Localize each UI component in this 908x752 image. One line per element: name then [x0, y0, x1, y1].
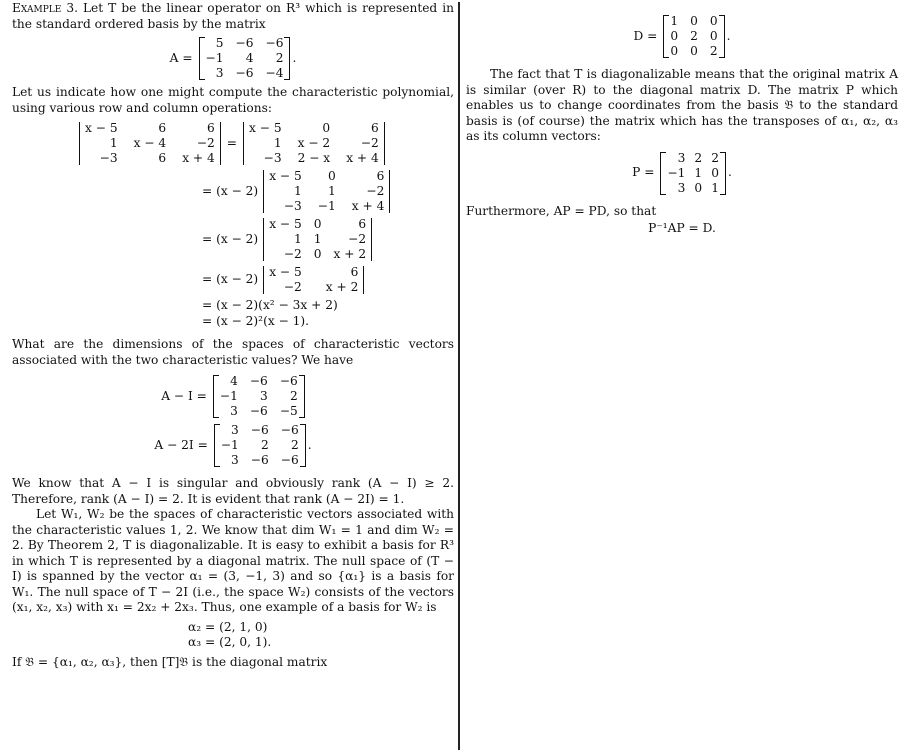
matrix-cell: 2	[694, 150, 703, 165]
matrix-cell: −1	[667, 165, 686, 180]
det-row-1	[78, 121, 454, 166]
derivation-step-2	[202, 217, 454, 262]
alpha3-line: α₃ = (2, 0, 1).	[188, 635, 272, 649]
final-equation: P⁻¹AP = D.	[648, 221, 716, 235]
det-cell: 6	[158, 121, 167, 135]
para-AP: Furthermore, AP = PD, so that	[466, 203, 657, 218]
matrix-cell: −6	[280, 453, 299, 467]
matrix-cell: −6	[235, 36, 254, 50]
matrix-cell: 2	[275, 51, 284, 65]
matrix-AmI-label: A − I =	[161, 388, 207, 403]
det-cell: 6	[376, 169, 385, 183]
det-cell: x + 2	[325, 280, 359, 294]
matrix-D-row: D = 1 0 0 0 2 0 0 0 2 .	[633, 14, 731, 58]
matrix-cell: 3	[231, 453, 239, 467]
matrix-cell: −6	[250, 453, 269, 467]
matrix-cell: −6	[265, 36, 284, 50]
det-cell: x − 4	[133, 136, 167, 150]
matrix-cell: 0	[670, 44, 679, 58]
matrix-cell: 2	[709, 44, 718, 58]
matrix-cell: 3	[231, 423, 239, 437]
matrix-D-label: D =	[633, 28, 658, 43]
matrix-cell: 0	[711, 165, 719, 180]
matrix-A-row: A = 5 −6 −6 −1 4 2 3 −6 −4 .	[169, 36, 297, 80]
det-cell: 0	[322, 121, 331, 135]
left-column	[12, 0, 454, 670]
det-cell: −3	[263, 151, 282, 165]
det-cell: 6	[371, 121, 379, 135]
det-cell: 1	[313, 232, 322, 246]
matrix-cell: −6	[249, 404, 268, 418]
matrix-cell: 1	[694, 165, 703, 180]
factor-label: = (x − 2)	[202, 272, 259, 287]
matrix-cell: 2	[290, 438, 299, 452]
det-cell: −2	[360, 136, 379, 150]
matrix-A-minus-2I	[214, 423, 306, 468]
matrix-Am2I-label: A − 2I =	[154, 437, 208, 452]
matrix-cell: −1	[205, 51, 224, 65]
det-cell: 6	[207, 121, 215, 135]
matrix-cell: 0	[709, 29, 718, 43]
det-cell: 0	[313, 247, 322, 261]
matrix-Am2I-row: A − 2I = 3 −6 −6 −1 2 2 3 −6 −6 .	[154, 423, 312, 467]
matrix-cell: 2	[260, 438, 269, 452]
det-cell: 1	[273, 136, 282, 150]
matrix-cell: 1	[670, 14, 679, 28]
det-cell: −3	[99, 151, 118, 165]
matrix-cell: 1	[711, 180, 719, 195]
det-cell: −3	[283, 199, 302, 213]
matrix-cell: −6	[250, 423, 269, 437]
matrix-A-minus-I	[213, 374, 305, 419]
column-divider	[458, 2, 460, 750]
matrix-cell: 3	[677, 180, 686, 195]
det-cell: x − 2	[297, 136, 331, 150]
det-cell: 0	[327, 169, 336, 183]
det-cell: 2 − x	[297, 151, 331, 165]
poly-line-1: = (x − 2)(x² − 3x + 2)	[202, 298, 338, 312]
matrix-cell: −1	[220, 438, 239, 452]
matrix-P	[660, 151, 726, 196]
det-cell: x − 5	[249, 121, 282, 135]
det-cell: x + 4	[182, 151, 215, 165]
matrix-cell: −4	[265, 66, 284, 80]
det-cell: x − 5	[269, 169, 302, 183]
determinant-4	[262, 217, 373, 262]
matrix-cell: 0	[694, 180, 703, 195]
matrix-cell: −6	[249, 374, 268, 388]
derivation-step-1	[202, 169, 454, 214]
matrix-cell: −6	[280, 423, 299, 437]
matrix-cell: 3	[677, 150, 686, 165]
factor-label: = (x − 2)	[202, 183, 259, 198]
matrix-cell: −1	[219, 389, 238, 403]
determinant-2	[242, 121, 386, 166]
determinant-3	[262, 169, 391, 214]
det-cell: x + 4	[346, 151, 379, 165]
example-intro	[12, 1, 454, 32]
matrix-cell: 2	[690, 29, 698, 43]
matrix-cell: 0	[709, 14, 718, 28]
poly-line-2: = (x − 2)²(x − 1).	[202, 313, 310, 328]
matrix-cell: 3	[260, 389, 268, 403]
det-cell: 6	[350, 265, 359, 279]
basis-W2	[188, 620, 454, 651]
equals-sign: =	[226, 135, 237, 150]
determinant-1	[78, 121, 222, 166]
matrix-cell: −6	[235, 66, 254, 80]
para-char-poly: Let us indicate how one might compute the characteristic polynomial, using various row and column operations:	[12, 85, 454, 115]
det-cell: 0	[313, 217, 322, 231]
matrix-cell: −5	[279, 404, 298, 418]
factor-label: = (x − 2)	[202, 231, 259, 246]
det-cell: −2	[283, 280, 302, 294]
matrix-cell: −6	[279, 374, 298, 388]
matrix-P-label: P =	[632, 165, 655, 180]
matrix-cell: 5	[215, 36, 224, 50]
matrix-cell: 0	[690, 44, 698, 58]
derivation-step-3	[202, 265, 454, 295]
matrix-A	[199, 36, 291, 81]
para-dims: What are the dimensions of the spaces of characteristic vectors associated with the two characteristic values? We have	[12, 337, 454, 367]
matrix-AmI-row	[12, 374, 454, 419]
det-cell: −1	[317, 199, 336, 213]
determinant-5	[262, 265, 365, 295]
para-rank: We know that A − I is singular and obviously rank (A − I) ≥ 2. Therefore, rank (A − I) = 2. It is evident that rank (A − 2I) = 1.	[12, 476, 454, 506]
det-cell: −2	[348, 232, 367, 246]
example-label: Example 3.	[12, 1, 78, 15]
det-cell: x + 2	[333, 247, 367, 261]
matrix-cell: 2	[290, 389, 298, 403]
det-cell: x + 4	[351, 199, 385, 213]
matrix-cell: 0	[670, 29, 679, 43]
last-line: If 𝔅 = {α₁, α₂, α₃}, then [T]𝔅 is the diagonal matrix	[12, 654, 328, 669]
matrix-P-row: P = 3 2 2 −1 1 0 3 0 1 .	[632, 150, 732, 195]
matrix-cell: 0	[690, 14, 698, 28]
right-column	[466, 0, 898, 237]
det-cell: 1	[109, 136, 118, 150]
det-cell: x − 5	[269, 217, 302, 231]
det-cell: x − 5	[269, 265, 302, 279]
para-W: Let W₁, W₂ be the spaces of characteristic vectors associated with the characteristic values 1, 2. We know that dim W₁ = 1 and dim W₂ = 2. By Theorem 2, T is diagonalizable. It is easy to exhibit a basis for R³ in which T is represented by a diagonal matrix. The null space of (T − I) is spanned by the vector α₁ = (3, −1, 3) and so {α₁} is a basis for W₁. The null space of T − 2I (i.e., the space W₂) consists of the vectors (x₁, x₂, x₃) with x₁ = 2x₂ + 2x₃. Thus, one example of a basis for W₂ is	[12, 507, 454, 614]
matrix-cell: 4	[245, 51, 254, 65]
det-cell: x − 5	[85, 121, 118, 135]
matrix-D	[663, 14, 724, 59]
det-cell: −2	[196, 136, 215, 150]
det-cell: 6	[158, 151, 167, 165]
det-cell: 6	[358, 217, 367, 231]
det-cell: 1	[327, 184, 336, 198]
para-similar: The fact that T is diagonalizable means that the original matrix A is similar (over R) to the diagonal matrix D. The matrix P which enables us to change coordinates from the basis 𝔅 to the standard basis is (of course) the matrix which has the transposes of α₁, α₂, α₃ as its column vectors:	[466, 67, 898, 143]
det-cell: −2	[366, 184, 385, 198]
det-cell: −2	[283, 247, 302, 261]
matrix-cell: 3	[230, 404, 238, 418]
matrix-cell: 2	[711, 150, 719, 165]
matrix-cell: 3	[215, 66, 224, 80]
det-cell: 1	[294, 184, 302, 198]
alpha2-line: α₂ = (2, 1, 0)	[188, 619, 268, 634]
matrix-A-label: A =	[169, 50, 193, 65]
matrix-cell: 4	[230, 374, 238, 388]
derivation	[202, 169, 454, 329]
det-cell: 1	[294, 232, 302, 246]
intro-text: Let T be the linear operator on R³ which is represented in the standard ordered basis by the matrix	[12, 1, 454, 31]
